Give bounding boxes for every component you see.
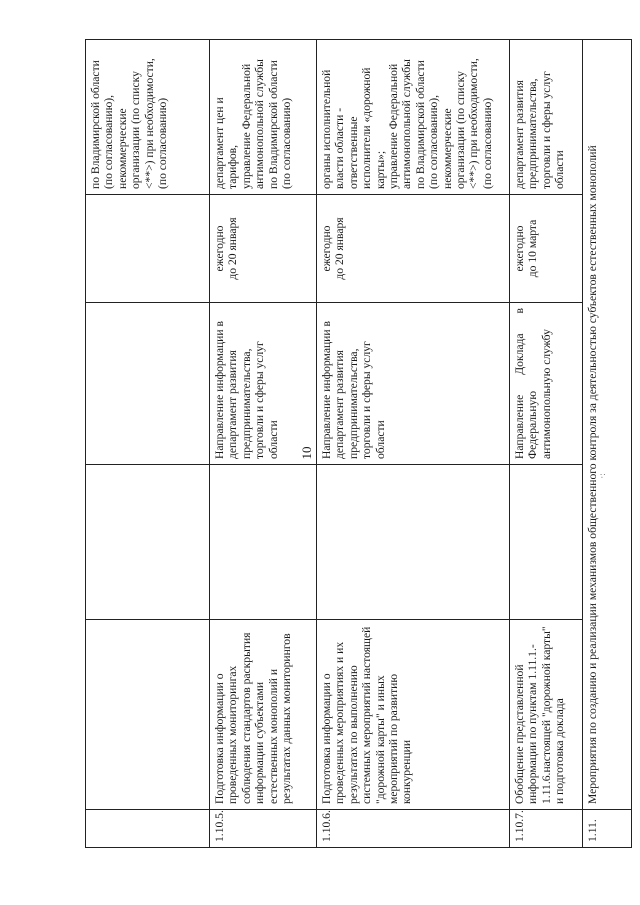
cell-deadline: ежегодно до 10 марта	[510, 195, 583, 303]
roadmap-table	[85, 39, 632, 848]
cell-spacer	[210, 465, 317, 620]
cell-num	[86, 810, 210, 848]
table-row	[510, 40, 583, 848]
cell-event: Подготовка информации о проведенных мониторингах соблюдения стандартов раскрытия информации субъектами естественных монополий и результатах данных мониторингов	[210, 620, 317, 810]
cell-result: Направление информации в департамент развития предпринимательства, торговли и сферы услуг области	[210, 303, 317, 465]
cell-executors: по Владимирской области (по согласованию), некоммерческие организации (по списку <**>) при необходимости, (по согласованию)	[86, 40, 210, 195]
cell-spacer	[86, 465, 210, 620]
cell-num: 1.10.7.	[510, 810, 583, 848]
cell-event	[86, 620, 210, 810]
cell-deadline: ежегодно до 20 января	[317, 195, 510, 303]
cell-executors: департамент развития предпринимательства, торговли и сферы услуг области	[510, 40, 583, 195]
table-row	[210, 40, 317, 848]
cell-deadline	[86, 195, 210, 303]
cell-spacer	[317, 465, 510, 620]
cell-result: Направление информации в департамент развития предпринимательства, торговли и сферы услуг области	[317, 303, 510, 465]
section-num: 1.11.	[583, 810, 632, 848]
cell-result: Направление Доклада в Федеральную антимонопольную службу	[510, 303, 583, 465]
section-title: Мероприятия по созданию и реализации механизмов общественного контроля за деятельностью субъектов естественных монополий	[583, 40, 632, 810]
page-number: 10	[299, 446, 314, 460]
table-row	[317, 40, 510, 848]
cell-executors: органы исполнительной власти области - ответственные исполнители «дорожной карты»; управление Федеральной антимонопольной службы по Владимирской области (по согласованию), некоммерческие организации (по списку <**>) при необходимости, (по согласованию)	[317, 40, 510, 195]
cell-event: Обобщение представленной информации по пунктам 1.11.1.- 1.11.6.настоящей "дорожной карты" и подготовка доклада	[510, 620, 583, 810]
rotated-table-wrapper	[85, 40, 599, 848]
cell-spacer	[510, 465, 583, 620]
cell-event: Подготовка информации о проведенных мероприятиях и их результатах по выполнению системных мероприятий настоящей "дорожной карты" и иных мероприятий по развитию конкуренции	[317, 620, 510, 810]
cell-num: 1.10.6.	[317, 810, 510, 848]
table-row	[86, 40, 210, 848]
table-row	[583, 40, 632, 848]
cell-executors: департамент цен и тарифов, управление Федеральной антимонопольной службы по Владимирской области (по согласованию)	[210, 40, 317, 195]
cell-result	[86, 303, 210, 465]
scan-speck: ·:	[597, 473, 607, 479]
cell-deadline: ежегодно до 20 января	[210, 195, 317, 303]
cell-num: 1.10.5.	[210, 810, 317, 848]
